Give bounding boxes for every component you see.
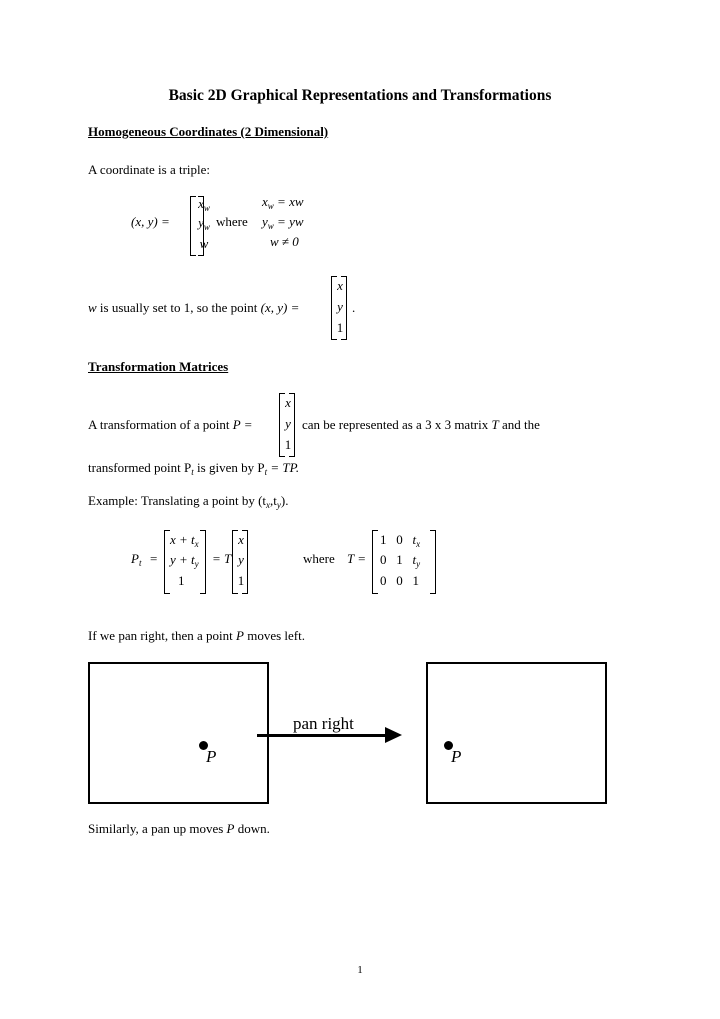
closing-text: Similarly, a pan up moves P down. xyxy=(88,821,270,836)
period: . xyxy=(352,300,356,315)
T-row-3: 0 0 1 xyxy=(380,573,419,588)
T-row-1: 1 0 $t_x$ xyxy=(380,532,421,549)
equals-sign: = xyxy=(150,551,158,566)
coord-lhs: (x, y) = xyxy=(131,214,170,229)
point-label-before: P xyxy=(206,747,217,766)
point-y: y xyxy=(337,299,343,314)
viewport-after xyxy=(426,662,607,804)
p-vector-one: 1 xyxy=(284,437,292,452)
vector-yw: $y_w$ xyxy=(198,215,210,232)
vector-w: w xyxy=(199,236,209,251)
T-row-2: 0 1 $t_y$ xyxy=(380,552,421,569)
intro-text: A coordinate is a triple: xyxy=(88,162,211,177)
example-text: Example: Translating a point by $(t_x,t_y)$. xyxy=(88,493,289,510)
point-x: x xyxy=(337,278,343,293)
cond-w: w ≠ 0 xyxy=(270,234,299,249)
vector-xw: $x_w$ xyxy=(198,196,210,213)
mat-yty: $y + t_y$ xyxy=(170,552,199,569)
point-one: 1 xyxy=(336,320,344,335)
where-label: where xyxy=(216,214,248,229)
cond-xw: $x_w$ = xw xyxy=(262,194,304,211)
transform-line-2: transformed point $P_t$ is given by $P_t$ = TP. xyxy=(88,460,300,477)
transform-line-b: can be represented as a 3 x 3 matrix T and the xyxy=(302,417,540,432)
page-number: 1 xyxy=(357,964,363,976)
p-vector-y: y xyxy=(285,416,291,431)
mid-y: y xyxy=(238,552,244,567)
p-vector-x: x xyxy=(285,395,291,410)
mid-one: 1 xyxy=(237,573,245,588)
heading-homogeneous: Homogeneous Coordinates (2 Dimensional) xyxy=(88,124,329,139)
pt-label: $P_t$ xyxy=(131,551,142,568)
arrow-label: pan right xyxy=(293,714,354,733)
heading-transformation: Transformation Matrices xyxy=(88,359,229,374)
arrow-head-icon xyxy=(385,727,402,743)
transform-line-a: A transformation of a point P = xyxy=(88,417,253,432)
viewport-before xyxy=(88,662,269,804)
w-usually-line: w is usually set to 1, so the point (x, y) = xyxy=(88,300,300,315)
eq-T: = T xyxy=(212,551,232,566)
where-label-2: where xyxy=(303,551,335,566)
mid-x: x xyxy=(238,532,244,547)
mat-xtx: $x + t_x$ xyxy=(170,532,199,549)
T-eq: T = xyxy=(347,551,367,566)
pan-text: If we pan right, then a point P moves left. xyxy=(88,628,305,643)
mat-one: 1 xyxy=(178,573,185,588)
point-label-after: P xyxy=(451,747,462,766)
cond-yw: $y_w$ = yw xyxy=(262,214,304,231)
arrow-shaft xyxy=(257,734,387,737)
page-title: Basic 2D Graphical Representations and Transformations xyxy=(168,87,552,104)
